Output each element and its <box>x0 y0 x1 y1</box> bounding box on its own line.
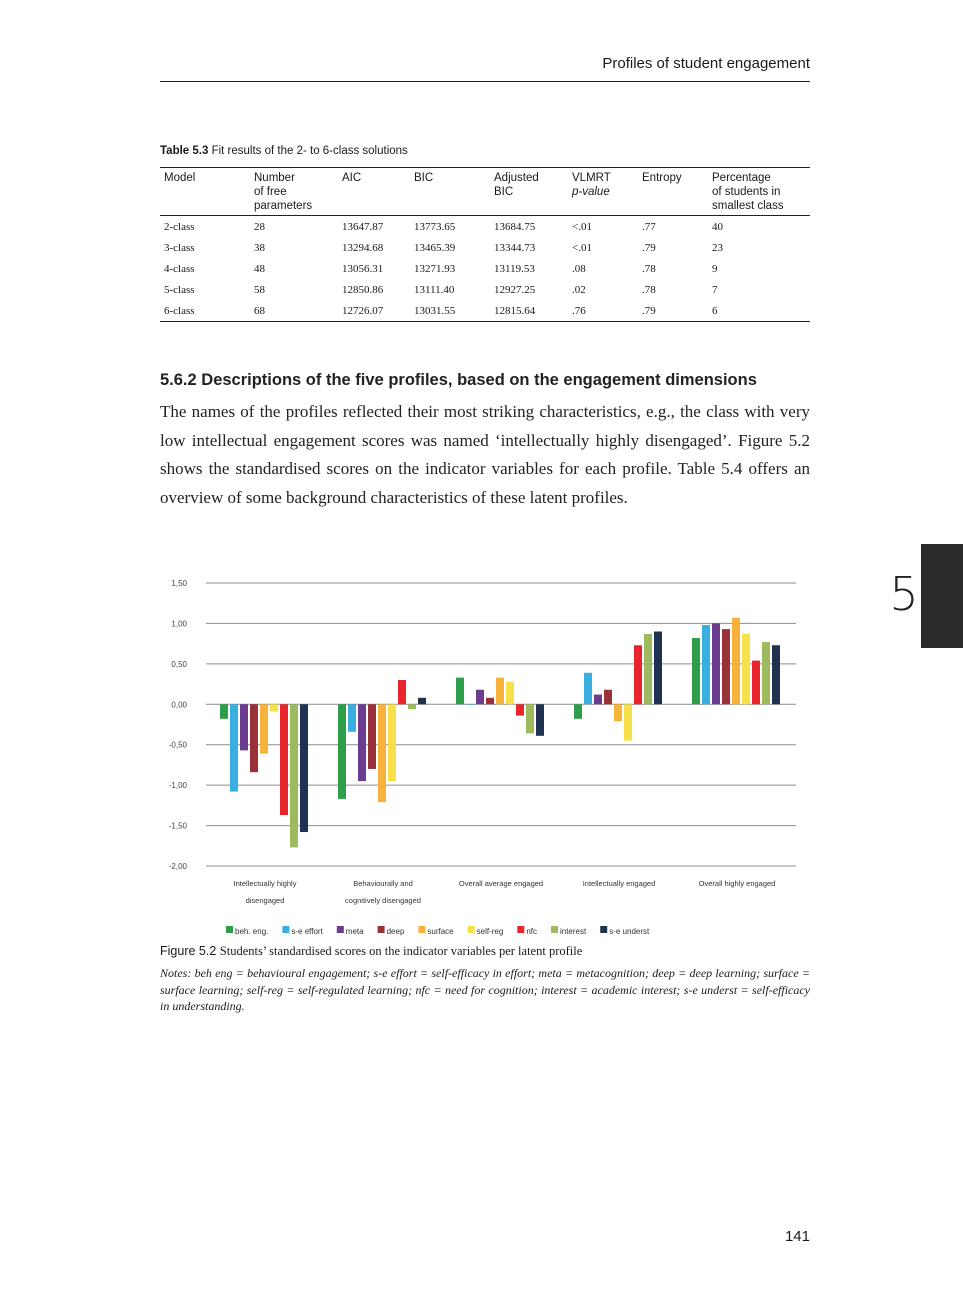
column-header <box>490 168 568 216</box>
bar <box>654 632 662 705</box>
table-cell: 28 <box>254 220 265 233</box>
column-header-line: Percentage <box>712 172 771 184</box>
table-cell: .08 <box>572 262 586 275</box>
bar <box>290 704 298 847</box>
bar <box>280 704 288 815</box>
bar <box>574 704 582 719</box>
legend-swatch <box>282 926 289 933</box>
table-caption <box>160 145 408 157</box>
legend-swatch <box>378 926 385 933</box>
running-header: Profiles of student engagement <box>602 55 810 72</box>
bar <box>418 698 426 704</box>
bar <box>300 704 308 832</box>
table-row <box>160 216 810 238</box>
header-rule <box>160 81 810 82</box>
column-header-line: Number <box>254 172 295 184</box>
bar <box>368 704 376 769</box>
legend-label: interest <box>559 927 587 936</box>
table-cell: 13271.93 <box>414 262 456 275</box>
table-cell: 13647.87 <box>342 220 384 233</box>
table-cell: 58 <box>254 283 265 296</box>
bar <box>240 704 248 750</box>
y-tick-label: 0,00 <box>171 700 187 710</box>
bar <box>270 704 278 711</box>
body-paragraph: The names of the profiles reflected their most striking characteristics, e.g., the class with very low intellectual engagement scores was named ‘intellectually highly disengaged’. Figure 5.2 shows the standardised scores on the indicator variables for each profile. Table 5.4 offers an overview of some background characteristics of these latent profiles. <box>160 402 810 507</box>
table-row <box>160 237 810 258</box>
x-category-label: Behaviourally and <box>353 879 413 888</box>
legend-label: surface <box>427 927 454 936</box>
column-header <box>338 168 410 216</box>
column-header-line: p-value <box>572 186 610 198</box>
fit-results-table <box>160 167 810 322</box>
bar <box>388 704 396 781</box>
legend-label: nfc <box>526 927 537 936</box>
chapter-number: 5 <box>889 567 919 621</box>
bar <box>584 673 592 705</box>
bar <box>604 690 612 705</box>
table-cell: 12850.86 <box>342 283 384 296</box>
table-cell: 12927.25 <box>494 283 536 296</box>
bar <box>496 678 504 705</box>
column-header-line: BIC <box>494 186 514 198</box>
bar <box>732 618 740 705</box>
y-tick-label: -0,50 <box>168 740 187 750</box>
y-tick-label: -1,50 <box>168 821 187 831</box>
bar <box>752 661 760 705</box>
table-cell: 5-class <box>164 283 195 296</box>
table-cell: 4-class <box>164 262 195 275</box>
table-cell: 40 <box>712 220 723 233</box>
figure-caption-text: Students’ standardised scores on the indicator variables per latent profile <box>219 944 583 958</box>
table-header-row <box>160 168 810 216</box>
y-tick-label: -2,00 <box>168 862 187 871</box>
bar <box>624 704 632 740</box>
table-cell: 2-class <box>164 220 195 233</box>
y-tick-label: 1,00 <box>171 619 187 629</box>
x-category-label: Intellectually highly <box>233 879 297 888</box>
table-cell: .76 <box>568 300 638 322</box>
table-cell: .79 <box>642 241 656 254</box>
table-cell: 13056.31 <box>342 262 384 275</box>
x-category-label: disengaged <box>245 896 285 905</box>
bar <box>230 704 238 791</box>
column-header-line: smallest class <box>712 200 784 212</box>
table-body <box>160 216 810 322</box>
legend-swatch <box>600 926 607 933</box>
table-row <box>160 258 810 279</box>
column-header <box>160 168 250 216</box>
bar <box>476 690 484 705</box>
engagement-profile-bar-chart <box>140 570 820 940</box>
column-header-line: Model <box>164 172 196 184</box>
table-cell: 6 <box>708 300 810 322</box>
column-header-line: Adjusted <box>494 172 539 184</box>
table-row <box>160 300 810 322</box>
legend-label: s-e effort <box>291 927 323 936</box>
bar <box>378 704 386 802</box>
table-cell: 12726.07 <box>338 300 410 322</box>
column-header-line: parameters <box>254 200 313 212</box>
bar <box>408 704 416 709</box>
table-cell: 23 <box>712 241 723 254</box>
bar <box>358 704 366 781</box>
bar <box>742 634 750 704</box>
table-cell: 6-class <box>160 300 250 322</box>
bar <box>338 704 346 799</box>
bar <box>634 645 642 704</box>
table-cell: 3-class <box>164 241 195 254</box>
bar <box>536 704 544 736</box>
column-header-line: of free <box>254 186 287 198</box>
bar <box>772 645 780 704</box>
x-category-label: Intellectually engaged <box>582 879 656 888</box>
bar <box>250 704 258 772</box>
column-header-line: Entropy <box>642 172 682 184</box>
legend-label: deep <box>386 927 405 936</box>
bar <box>644 634 652 704</box>
table-label: Table 5.3 <box>160 145 209 157</box>
legend-swatch <box>468 926 475 933</box>
table-cell: .02 <box>572 283 586 296</box>
section-heading: 5.6.2 Descriptions of the five profiles, based on the engagement dimensions <box>160 371 757 389</box>
table-cell: 13111.40 <box>414 283 455 296</box>
table-cell: 12815.64 <box>490 300 568 322</box>
column-header <box>568 168 638 216</box>
table-cell: 7 <box>712 283 718 296</box>
bar <box>722 629 730 704</box>
table-caption-text: Fit results of the 2- to 6-class solutions <box>211 145 408 157</box>
bar <box>348 704 356 731</box>
bar <box>398 680 406 704</box>
table-cell: 13031.55 <box>410 300 490 322</box>
table-cell: .78 <box>642 262 656 275</box>
table-cell: <.01 <box>572 220 592 233</box>
bar <box>526 704 534 733</box>
bar <box>466 704 474 705</box>
bar <box>692 638 700 704</box>
column-header-line: of students in <box>712 186 781 198</box>
table-cell: 13684.75 <box>494 220 536 233</box>
table-cell: 13119.53 <box>494 262 535 275</box>
x-category-label: cognitively disengaged <box>345 896 421 905</box>
figure-label: Figure 5.2 <box>160 944 217 958</box>
table-cell: .79 <box>638 300 708 322</box>
column-header-line: BIC <box>414 172 434 184</box>
table-cell: 13294.68 <box>342 241 384 254</box>
table-cell: <.01 <box>572 241 592 254</box>
table-cell: 48 <box>254 262 265 275</box>
page-number: 141 <box>784 1228 810 1245</box>
y-tick-label: 0,50 <box>171 659 187 669</box>
x-category-label: Overall highly engaged <box>698 879 776 888</box>
bar <box>614 704 622 721</box>
legend-label: beh. eng. <box>235 927 269 936</box>
legend-swatch <box>226 926 233 933</box>
legend-swatch <box>551 926 558 933</box>
table-cell: 13465.39 <box>414 241 456 254</box>
figure-notes: Notes: beh eng = behavioural engagement; s-e effort = self-efficacy in effort; meta = metacognition; deep = deep learning; surface = surface learning; self-reg = self-regulated learning; nfc = need for cognition; interest = academic interest; s-e underst = self-efficacy in understanding. <box>160 966 810 1013</box>
column-header <box>638 168 708 216</box>
y-tick-label: 1,50 <box>171 579 187 588</box>
legend-swatch <box>418 926 425 933</box>
table-cell: 13344.73 <box>494 241 536 254</box>
bar <box>594 695 602 705</box>
table-cell: 68 <box>250 300 338 322</box>
column-header-line: AIC <box>342 172 362 184</box>
table-cell: .77 <box>642 220 656 233</box>
table-cell: .78 <box>642 283 656 296</box>
y-tick-label: -1,00 <box>168 781 187 791</box>
bar <box>702 625 710 704</box>
bar <box>220 704 228 719</box>
x-category-label: Overall average engaged <box>458 879 544 888</box>
legend-label: self-reg <box>476 927 504 936</box>
bar <box>506 682 514 705</box>
bar <box>456 678 464 705</box>
table-cell: 38 <box>254 241 265 254</box>
table-row <box>160 279 810 300</box>
column-header-line: VLMRT <box>572 172 611 184</box>
bar <box>516 704 524 715</box>
bar <box>260 704 268 753</box>
figure-caption <box>160 944 582 959</box>
table-cell: 9 <box>712 262 718 275</box>
chapter-tab <box>921 544 963 648</box>
bar <box>712 623 720 704</box>
column-header <box>250 168 338 216</box>
legend-swatch <box>517 926 524 933</box>
legend-label: s-e underst <box>609 927 650 936</box>
legend-label: meta <box>345 927 364 936</box>
bar <box>762 642 770 704</box>
table-cell: 13773.65 <box>414 220 456 233</box>
column-header <box>410 168 490 216</box>
legend-swatch <box>337 926 344 933</box>
column-header <box>708 168 810 216</box>
bar <box>486 698 494 704</box>
